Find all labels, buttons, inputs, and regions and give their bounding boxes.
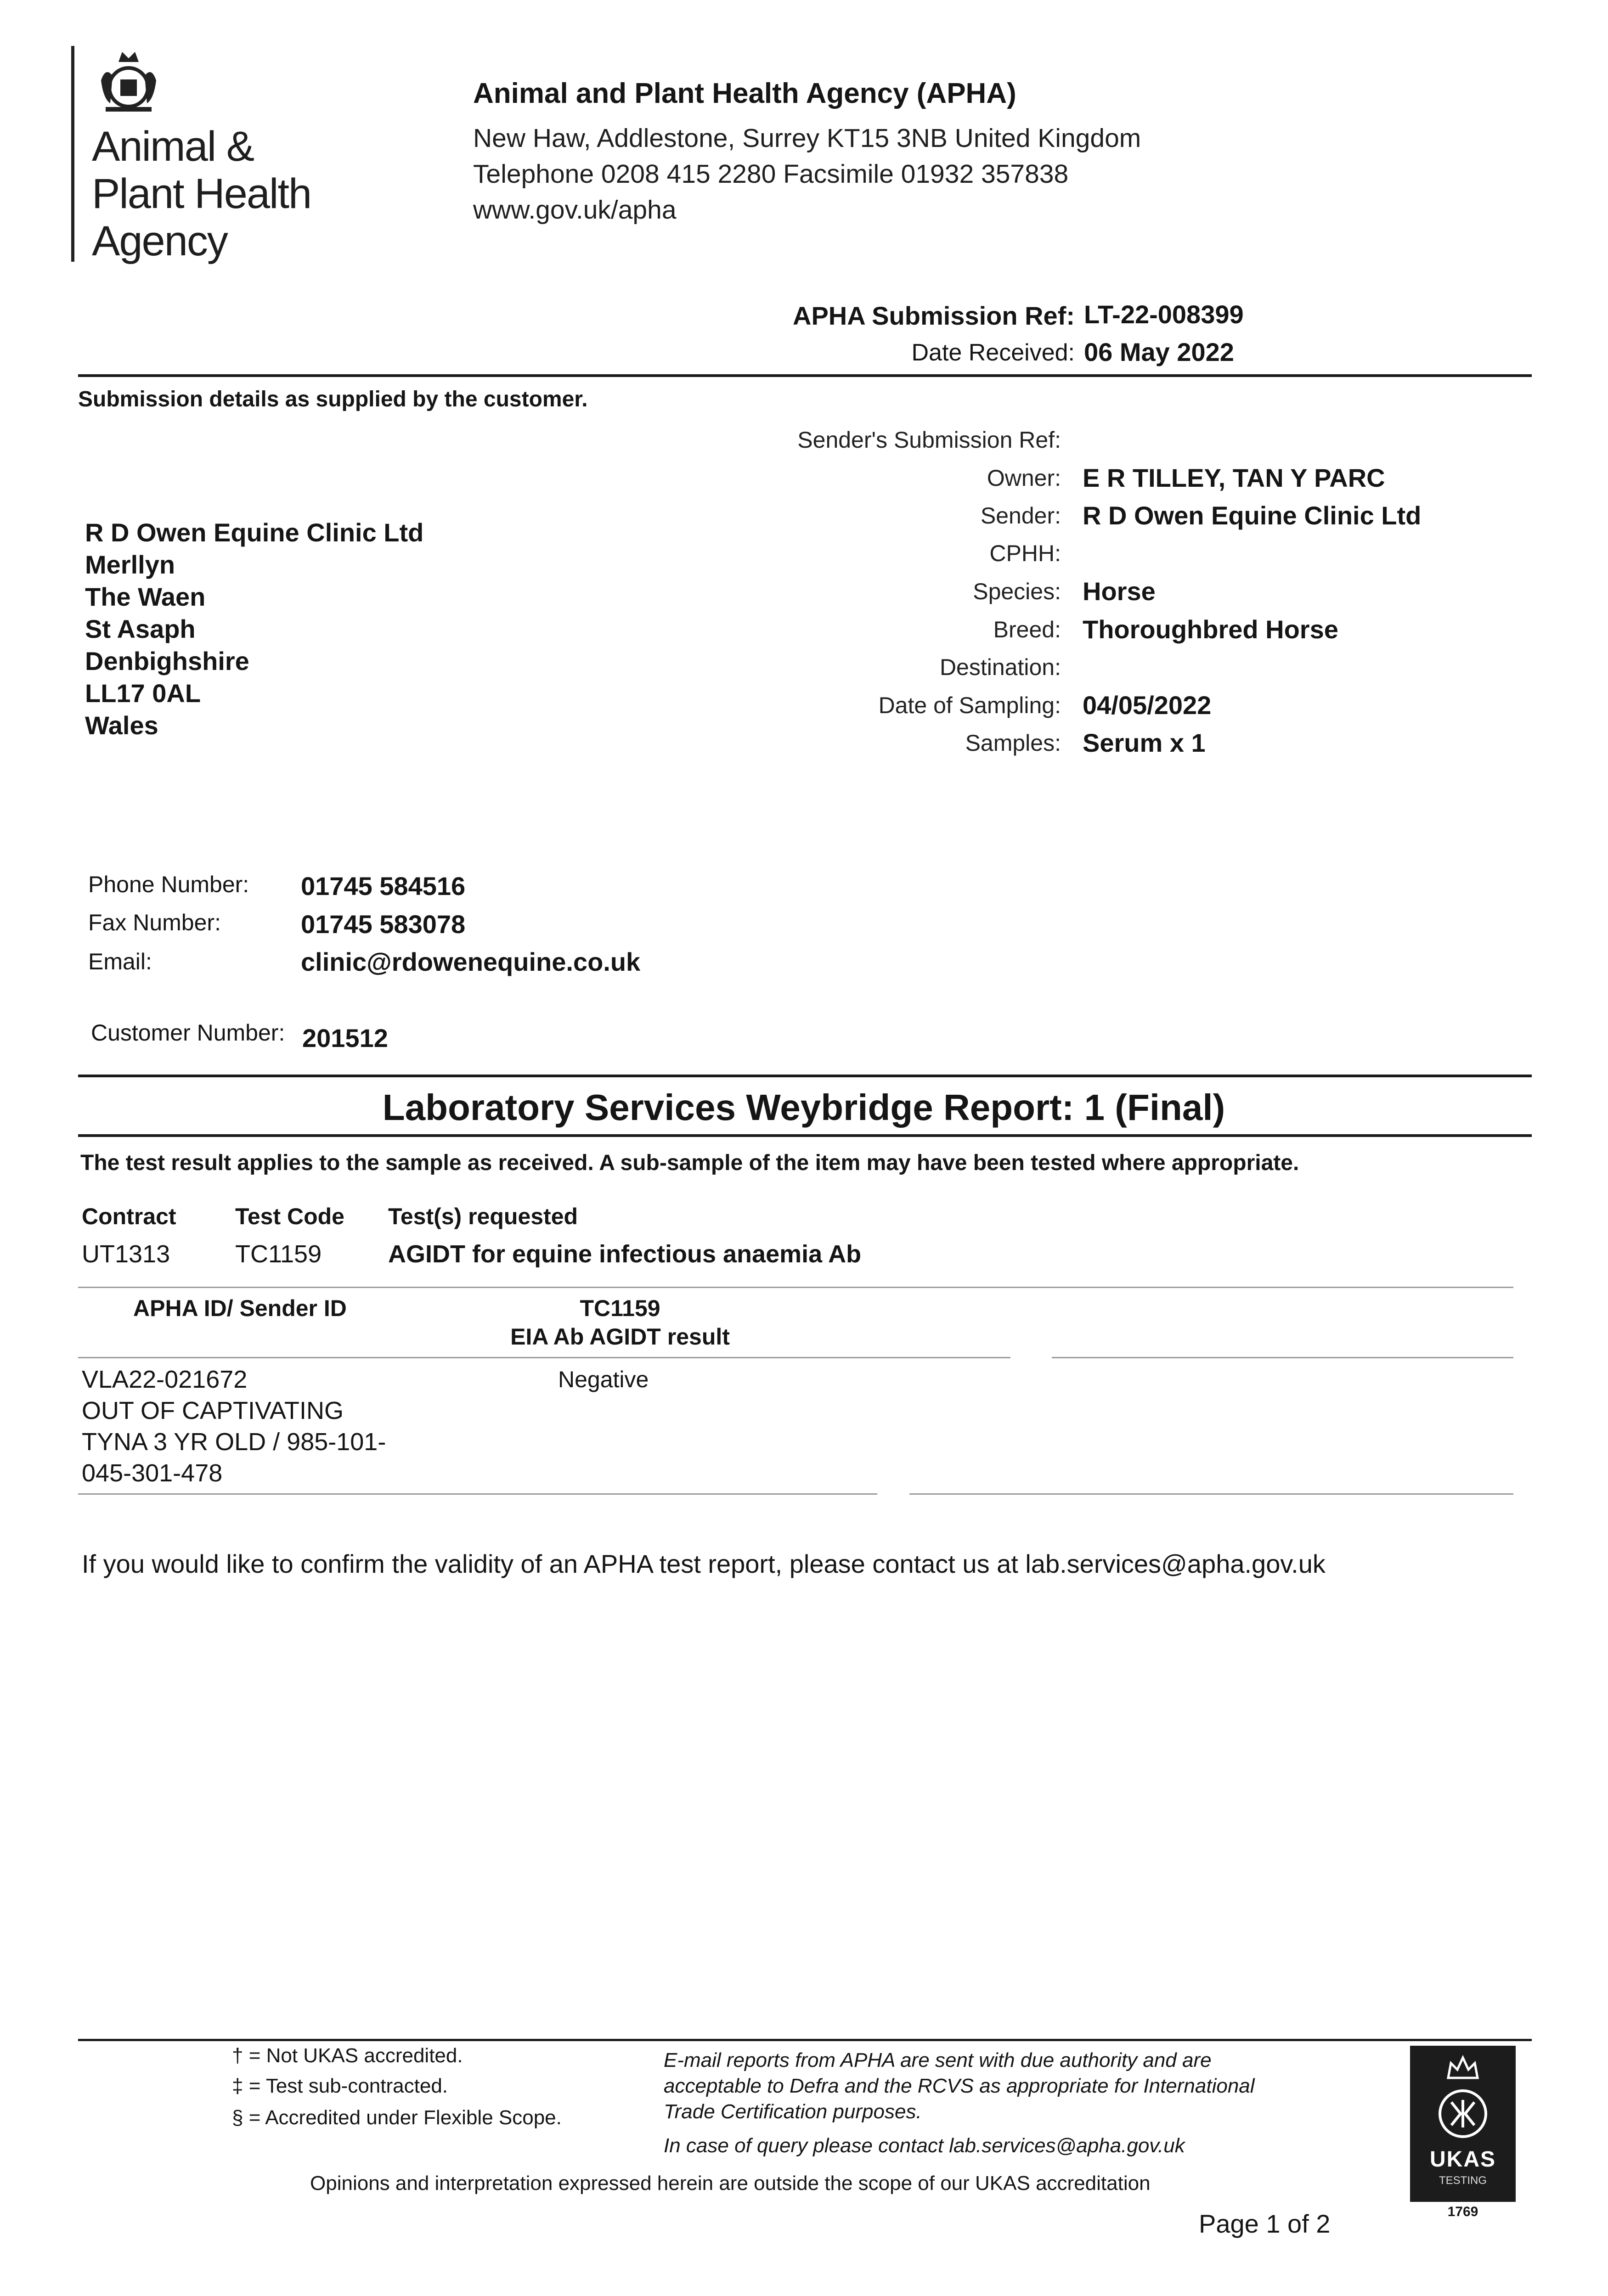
- contract-header: Contract: [82, 1204, 176, 1229]
- customer-address: [85, 517, 423, 742]
- field-label: Owner:: [987, 465, 1061, 491]
- results-header-rule-left: [78, 1357, 1010, 1358]
- logo-text-line2: Plant Health: [92, 170, 311, 217]
- submission-ref-value: LT-22-008399: [1084, 300, 1244, 329]
- address-line: Merllyn: [85, 550, 175, 579]
- email-note-line: acceptable to Defra and the RCVS as appropriate for International: [664, 2075, 1255, 2097]
- date-received-value: 06 May 2022: [1084, 338, 1234, 366]
- test-code-value: TC1159: [235, 1240, 322, 1268]
- logo-text-line1: Animal &: [92, 123, 254, 170]
- results-top-rule: [78, 1287, 1513, 1288]
- fax-label: Fax Number:: [88, 910, 221, 935]
- results-id-header: APHA ID/ Sender ID: [133, 1295, 347, 1321]
- email-note-line: E-mail reports from APHA are sent with due authority and are: [664, 2049, 1212, 2071]
- royal-crest-icon: [92, 44, 165, 117]
- phone-value: 01745 584516: [301, 872, 466, 900]
- customer-number-label: Customer Number:: [91, 1020, 285, 1046]
- legend-sub-contracted: ‡ = Test sub-contracted.: [232, 2075, 448, 2097]
- field-label: Species:: [973, 579, 1061, 604]
- field-value: R D Owen Equine Clinic Ltd: [1083, 501, 1422, 530]
- fax-value: 01745 583078: [301, 910, 466, 939]
- query-note: In case of query please contact lab.services@apha.gov.uk: [664, 2134, 1185, 2157]
- field-value: E R TILLEY, TAN Y PARC: [1083, 463, 1385, 492]
- sample-id-line: TYNA 3 YR OLD / 985-101-: [82, 1428, 386, 1456]
- legend-not-accredited: † = Not UKAS accredited.: [232, 2044, 463, 2067]
- field-value: Serum x 1: [1083, 728, 1206, 757]
- address-line: Wales: [85, 711, 158, 740]
- page-number: Page 1 of 2: [1199, 2209, 1331, 2238]
- agency-address: New Haw, Addlestone, Surrey KT15 3NB United Kingdom: [473, 124, 1141, 153]
- results-bottom-rule-left: [78, 1493, 877, 1495]
- email-label: Email:: [88, 949, 152, 974]
- report-top-rule: [78, 1075, 1532, 1077]
- field-label: Date of Sampling:: [878, 692, 1061, 718]
- report-bottom-rule: [78, 1134, 1532, 1137]
- field-label: Sender:: [980, 503, 1061, 529]
- sample-id-line: 045-301-478: [82, 1459, 223, 1487]
- field-value: Thoroughbred Horse: [1083, 615, 1338, 644]
- sample-id-line: VLA22-021672: [82, 1366, 248, 1393]
- contract-value: UT1313: [82, 1240, 170, 1268]
- address-line: R D Owen Equine Clinic Ltd: [85, 518, 424, 547]
- field-value: 04/05/2022: [1083, 691, 1212, 720]
- ukas-number: 1769: [1447, 2204, 1478, 2219]
- results-header-rule-right: [1052, 1357, 1513, 1358]
- address-line: LL17 0AL: [85, 679, 201, 708]
- agency-name: Animal and Plant Health Agency (APHA): [473, 78, 1016, 109]
- address-line: Denbighshire: [85, 647, 249, 675]
- tests-requested-header: Test(s) requested: [388, 1204, 578, 1229]
- date-received-label: Date Received:: [911, 339, 1075, 366]
- results-bottom-rule-right: [909, 1493, 1513, 1495]
- logo-divider: [71, 46, 74, 262]
- test-requested-value: AGIDT for equine infectious anaemia Ab: [388, 1240, 862, 1268]
- field-label: Destination:: [939, 654, 1061, 680]
- phone-label: Phone Number:: [88, 872, 249, 897]
- opinions-note: Opinions and interpretation expressed herein are outside the scope of our UKAS accreditation: [310, 2172, 1151, 2195]
- ukas-testing-label: TESTING: [1439, 2174, 1487, 2187]
- legend-flexible-scope: § = Accredited under Flexible Scope.: [232, 2106, 562, 2129]
- test-code-header: Test Code: [235, 1204, 344, 1229]
- field-label: Samples:: [965, 730, 1061, 756]
- field-label: CPHH:: [989, 540, 1061, 566]
- field-value: Horse: [1083, 577, 1156, 606]
- results-test-header-code: TC1159: [580, 1295, 660, 1321]
- address-line: The Waen: [85, 582, 206, 611]
- customer-number-value: 201512: [302, 1024, 388, 1052]
- report-title: Laboratory Services Weybridge Report: 1 (Final): [382, 1087, 1225, 1128]
- field-label: Breed:: [993, 617, 1061, 642]
- ukas-tick-icon: [1435, 2086, 1490, 2141]
- ukas-badge: [1410, 2046, 1516, 2202]
- logo-text-line3: Agency: [92, 218, 227, 264]
- agency-website[interactable]: www.gov.uk/apha: [473, 195, 677, 225]
- supplied-note: Submission details as supplied by the customer.: [78, 387, 588, 411]
- footer-rule: [78, 2039, 1532, 2041]
- agency-telephone: Telephone 0208 415 2280 Facsimile 01932 357838: [473, 159, 1069, 189]
- sample-id: [82, 1364, 386, 1489]
- result-value: Negative: [558, 1367, 649, 1392]
- ukas-label: UKAS: [1429, 2147, 1496, 2172]
- validity-note: If you would like to confirm the validity of an APHA test report, please contact us at lab.services@apha.gov.uk: [82, 1549, 1326, 1578]
- crown-icon: [1444, 2054, 1481, 2082]
- report-note: The test result applies to the sample as received. A sub-sample of the item may have been tested where appropriate.: [80, 1151, 1299, 1175]
- results-test-header-name: EIA Ab AGIDT result: [510, 1324, 730, 1350]
- header-divider: [78, 374, 1532, 377]
- sample-id-line: OUT OF CAPTIVATING: [82, 1397, 344, 1424]
- email-note-line: Trade Certification purposes.: [664, 2100, 922, 2123]
- submission-ref-label: APHA Submission Ref:: [793, 301, 1075, 330]
- email-value[interactable]: clinic@rdowenequine.co.uk: [301, 947, 641, 976]
- field-label: Sender's Submission Ref:: [797, 427, 1061, 453]
- address-line: St Asaph: [85, 614, 196, 643]
